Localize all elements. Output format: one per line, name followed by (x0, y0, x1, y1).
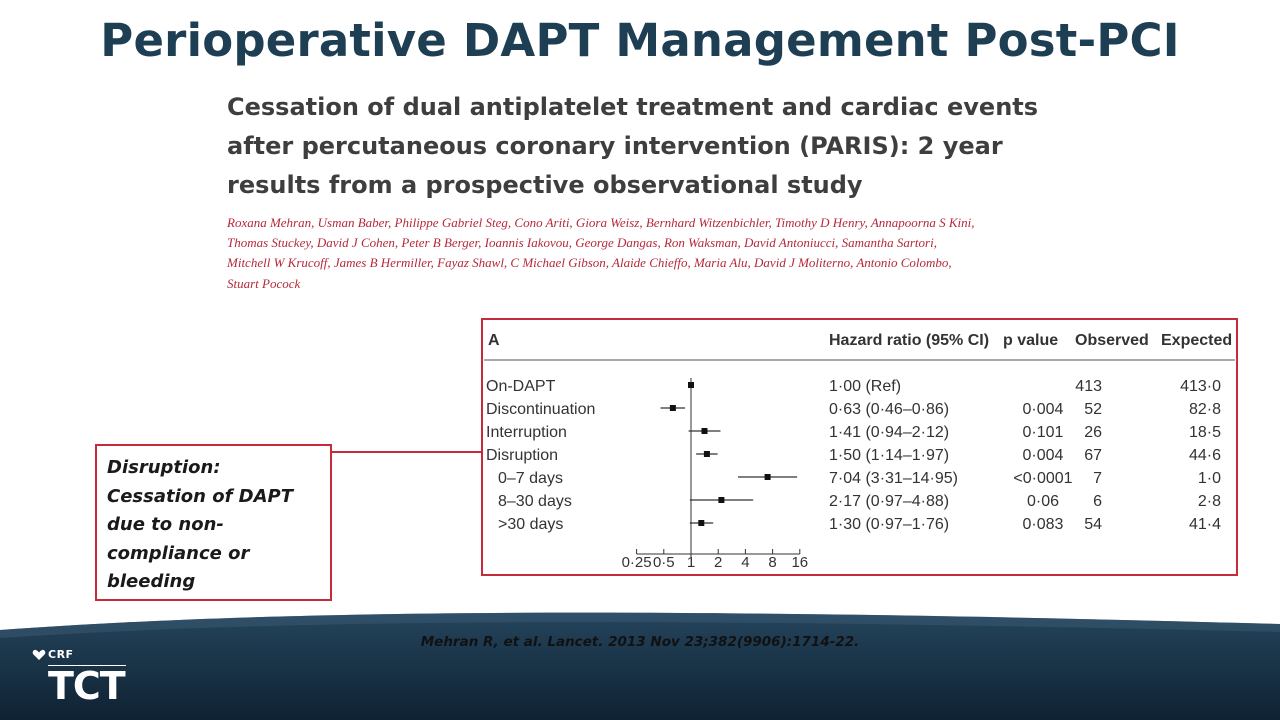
x-tick-label: 2 (714, 554, 723, 571)
hr-value: 2·17 (0·97–4·88) (829, 493, 950, 510)
row-label: Discontinuation (486, 401, 596, 418)
author-line: Stuart Pocock (227, 275, 301, 291)
column-header: Hazard ratio (95% CI) (829, 332, 990, 349)
hr-point (701, 428, 707, 434)
citation: Mehran R, et al. Lancet. 2013 Nov 23;382(9906):1714-22. (420, 634, 860, 650)
callout-box (95, 444, 332, 601)
column-header: Expected (1161, 332, 1233, 349)
hr-point (704, 451, 710, 457)
observed-value: 7 (1093, 470, 1102, 487)
callout-line: due to non- (107, 514, 224, 535)
callout-connector (331, 451, 482, 453)
author-line: Thomas Stuckey, David J Cohen, Peter B Berger, Ioannis Iakovou, George Dangas, Ron Waksman, David Antoniucci, Samantha Sartori, (227, 235, 937, 251)
hr-point (670, 405, 676, 411)
observed-value: 67 (1084, 447, 1102, 464)
tct-logo (30, 648, 140, 710)
p-value: <0·0001 (1013, 470, 1073, 487)
p-value: 0·101 (1022, 424, 1064, 441)
expected-value: 82·8 (1188, 401, 1221, 418)
hr-value: 1·00 (Ref) (829, 378, 902, 395)
x-tick-label: 1 (686, 554, 696, 571)
x-tick-label: 4 (741, 554, 750, 571)
callout-line: bleeding (107, 571, 196, 592)
hr-value: 0·63 (0·46–0·86) (829, 401, 950, 418)
panel-label: A (488, 332, 500, 349)
logo-tct-text: TCT (48, 664, 125, 708)
callout-line: Disruption: (107, 457, 221, 478)
p-value: 0·004 (1022, 447, 1064, 464)
hr-value: 1·30 (0·97–1·76) (829, 516, 950, 533)
x-tick-label: 8 (768, 554, 777, 571)
observed-value: 6 (1093, 493, 1102, 510)
logo-crf-text: CRF (48, 648, 74, 661)
heart-icon (32, 649, 46, 661)
expected-value: 2·8 (1197, 493, 1221, 510)
row-label: Disruption (486, 447, 559, 464)
callout-text (107, 454, 320, 597)
paper-title (227, 88, 1039, 205)
hr-value: 7·04 (3·31–14·95) (829, 470, 958, 487)
x-tick-label: 0·25 (621, 554, 652, 571)
row-label: 0–7 days (498, 470, 563, 487)
forest-plot (483, 320, 1236, 574)
expected-value: 41·4 (1188, 516, 1221, 533)
observed-value: 26 (1084, 424, 1102, 441)
paper-title-line: after percutaneous coronary intervention (PARIS): 2 year (227, 132, 1003, 160)
hr-value: 1·41 (0·94–2·12) (829, 424, 950, 441)
callout-line: Cessation of DAPT (107, 485, 294, 507)
paper-title-line: Cessation of dual antiplatelet treatment and cardiac events (227, 93, 1039, 121)
p-value: 0·083 (1022, 516, 1064, 533)
hr-point (765, 474, 771, 480)
row-label: Interruption (486, 424, 567, 441)
author-line: Mitchell W Krucoff, James B Hermiller, Fayaz Shawl, C Michael Gibson, Alaide Chieffo, Maria Alu, David J Moliterno, Antonio Colombo, (227, 255, 952, 271)
slide-title: Perioperative DAPT Management Post-PCI (100, 14, 1180, 67)
row-label: 8–30 days (498, 493, 572, 510)
column-header: Observed (1075, 332, 1149, 349)
p-value: 0·004 (1022, 401, 1064, 418)
expected-value: 44·6 (1188, 447, 1221, 464)
expected-value: 413·0 (1180, 378, 1221, 395)
hr-point (718, 497, 724, 503)
observed-value: 54 (1084, 516, 1102, 533)
hr-point (698, 520, 704, 526)
row-label: >30 days (498, 516, 564, 533)
expected-value: 1·0 (1197, 470, 1221, 487)
hr-point (688, 382, 694, 388)
paper-title-line: results from a prospective observational study (227, 171, 863, 199)
expected-value: 18·5 (1188, 424, 1221, 441)
forest-plot-panel (481, 318, 1238, 576)
row-label: On-DAPT (486, 378, 556, 395)
column-header: p value (1003, 332, 1059, 349)
footer-band (0, 610, 1280, 720)
author-list (227, 213, 987, 294)
hr-value: 1·50 (1·14–1·97) (829, 447, 950, 464)
callout-line: compliance or (107, 542, 250, 564)
author-line: Roxana Mehran, Usman Baber, Philippe Gabriel Steg, Cono Ariti, Giora Weisz, Bernhard Witzenbichler, Timothy D Henry, Annapoorna S Kini, (227, 215, 975, 230)
observed-value: 413 (1075, 378, 1102, 395)
observed-value: 52 (1084, 401, 1102, 418)
x-tick-label: 16 (791, 554, 809, 571)
p-value: 0·06 (1026, 493, 1060, 510)
x-tick-label: 0·5 (652, 554, 675, 571)
